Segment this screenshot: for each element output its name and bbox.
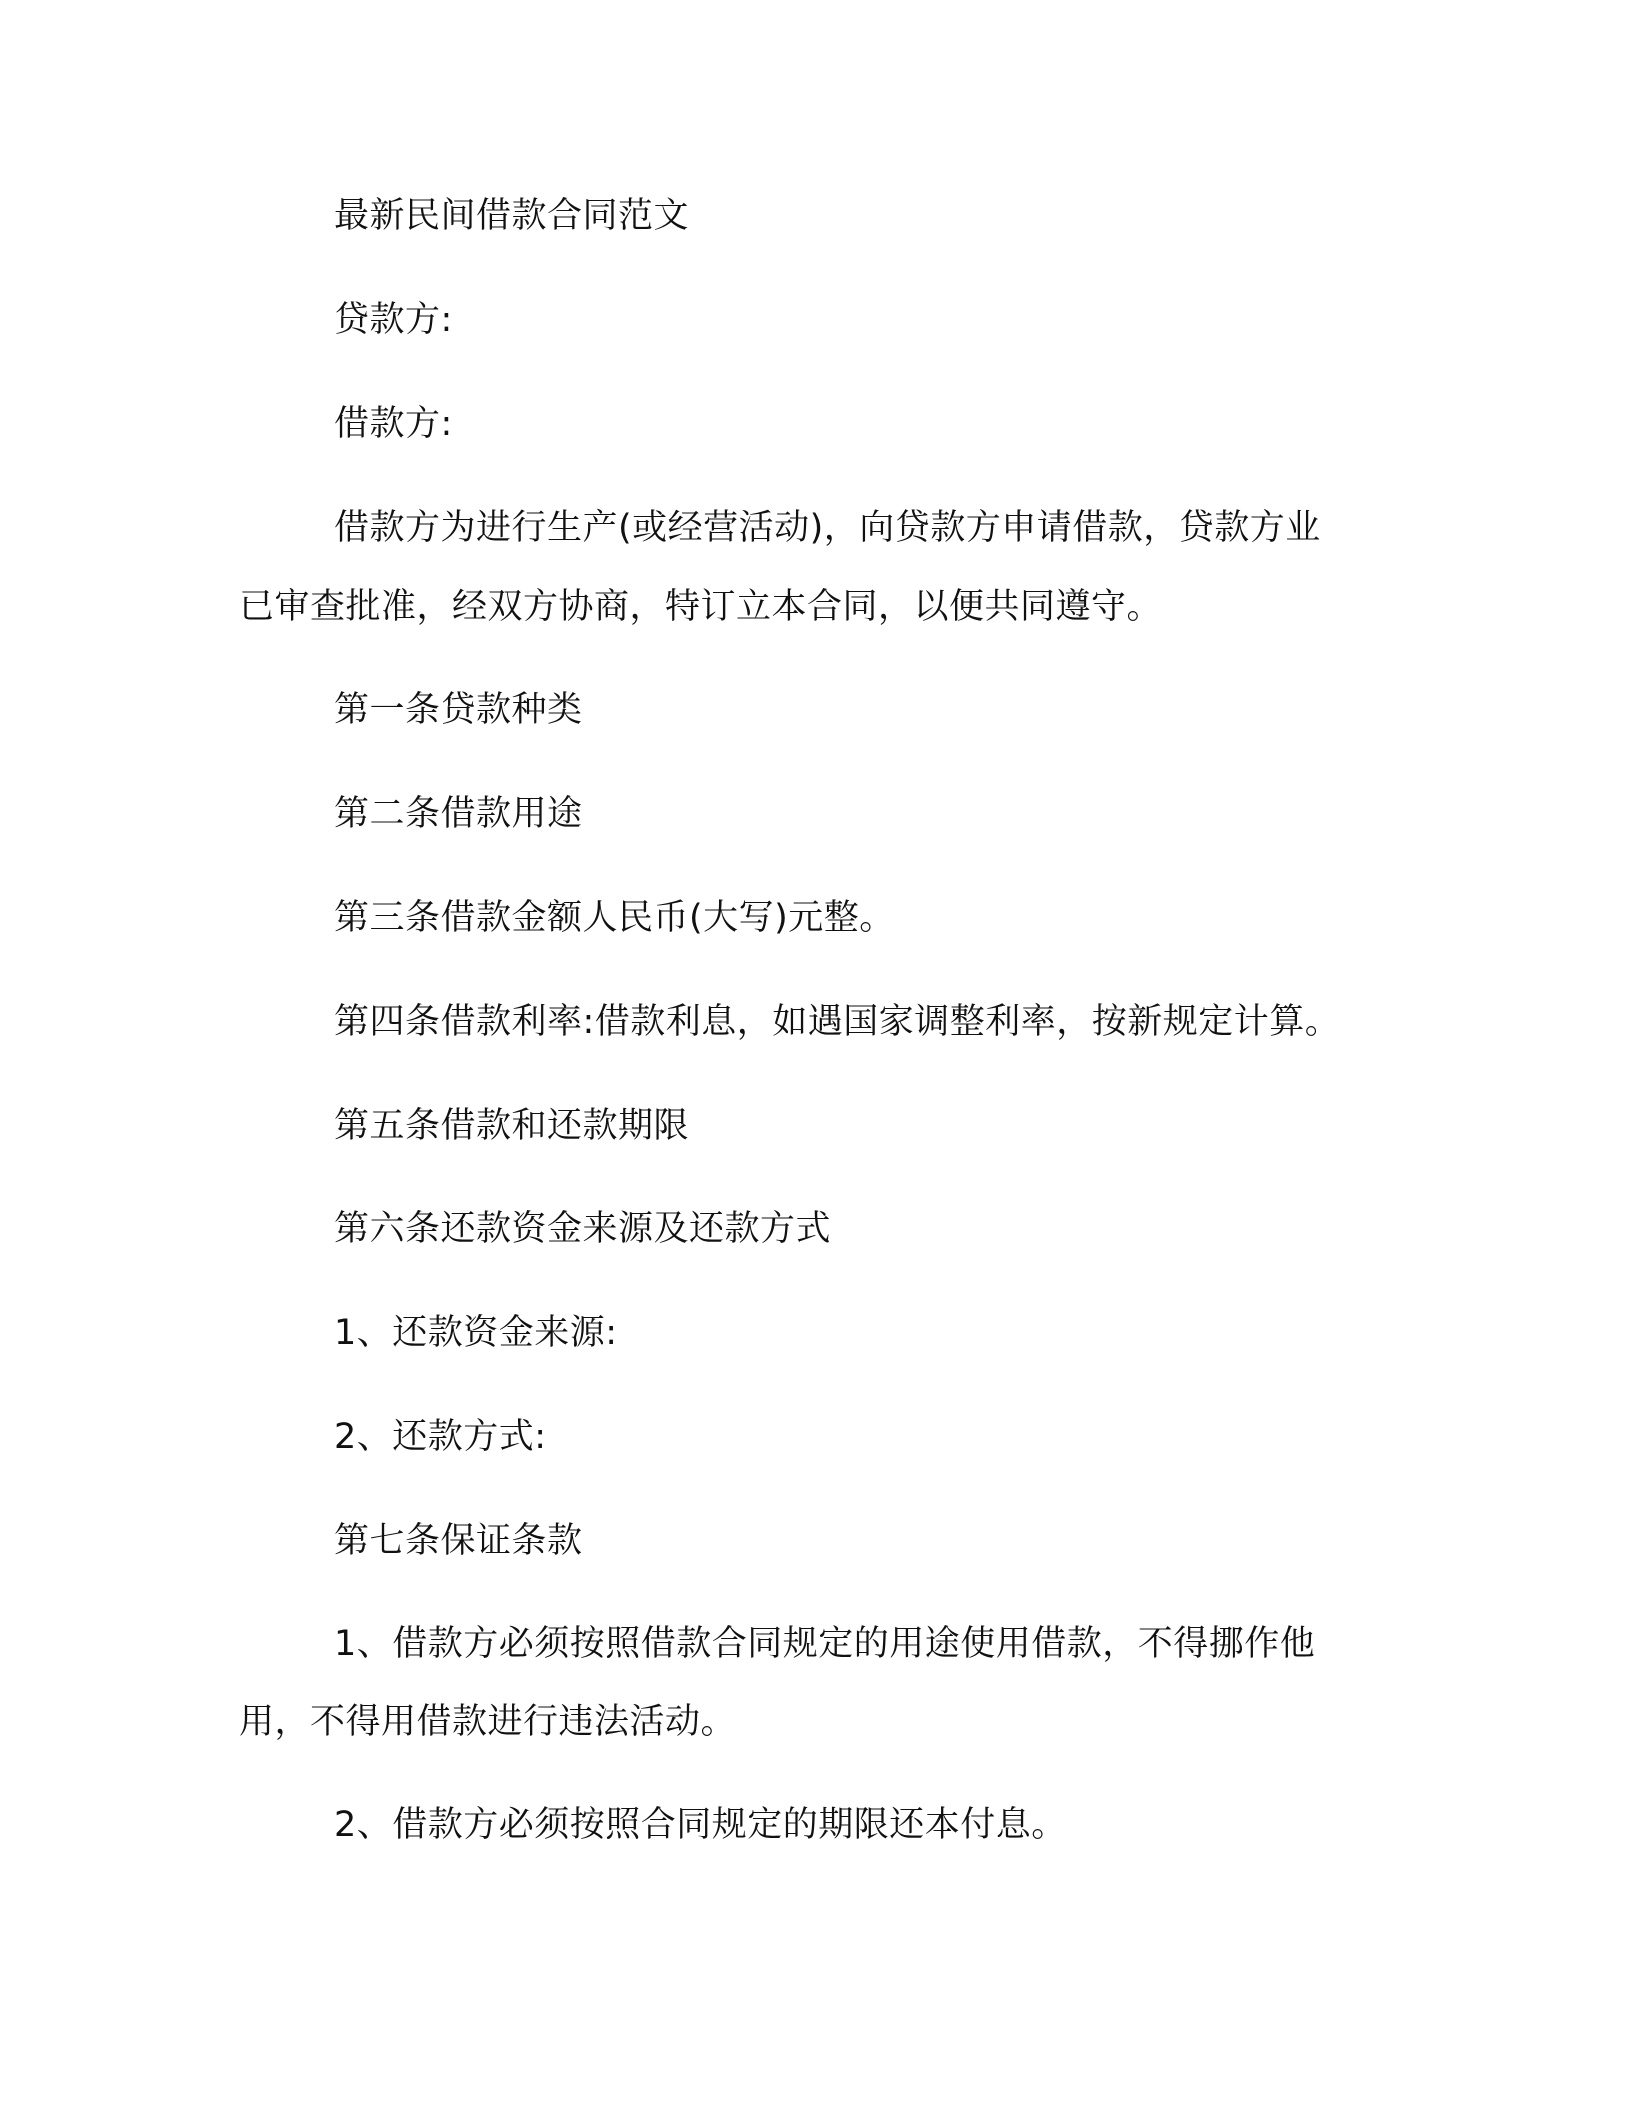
article-7-item-1-line-1: 1、借款方必须按照借款合同规定的用途使用借款，不得挪作他 — [334, 1624, 1316, 1664]
article-5: 第五条借款和还款期限 — [334, 1106, 690, 1146]
article-2: 第二条借款用途 — [334, 794, 583, 834]
article-6: 第六条还款资金来源及还款方式 — [334, 1209, 832, 1249]
preamble-line-2: 已审查批准，经双方协商，特订立本合同，以便共同遵守。 — [239, 587, 1163, 627]
article-7-item-1-line-2: 用，不得用借款进行违法活动。 — [239, 1702, 737, 1742]
preamble-line-1: 借款方为进行生产(或经营活动)，向贷款方申请借款，贷款方业 — [334, 508, 1321, 548]
document-title: 最新民间借款合同范文 — [334, 196, 690, 236]
article-3: 第三条借款金额人民币(大写)元整。 — [334, 898, 895, 938]
article-1: 第一条贷款种类 — [334, 690, 583, 730]
article-7-item-2: 2、借款方必须按照合同规定的期限还本付息。 — [334, 1805, 1067, 1845]
borrower-label: 借款方: — [334, 404, 453, 444]
lender-label: 贷款方: — [334, 300, 453, 340]
article-6-item-2: 2、还款方式: — [334, 1417, 547, 1457]
article-7: 第七条保证条款 — [334, 1521, 583, 1561]
article-6-item-1: 1、还款资金来源: — [334, 1313, 618, 1353]
article-4: 第四条借款利率:借款利息，如遇国家调整利率，按新规定计算。 — [334, 1002, 1341, 1042]
